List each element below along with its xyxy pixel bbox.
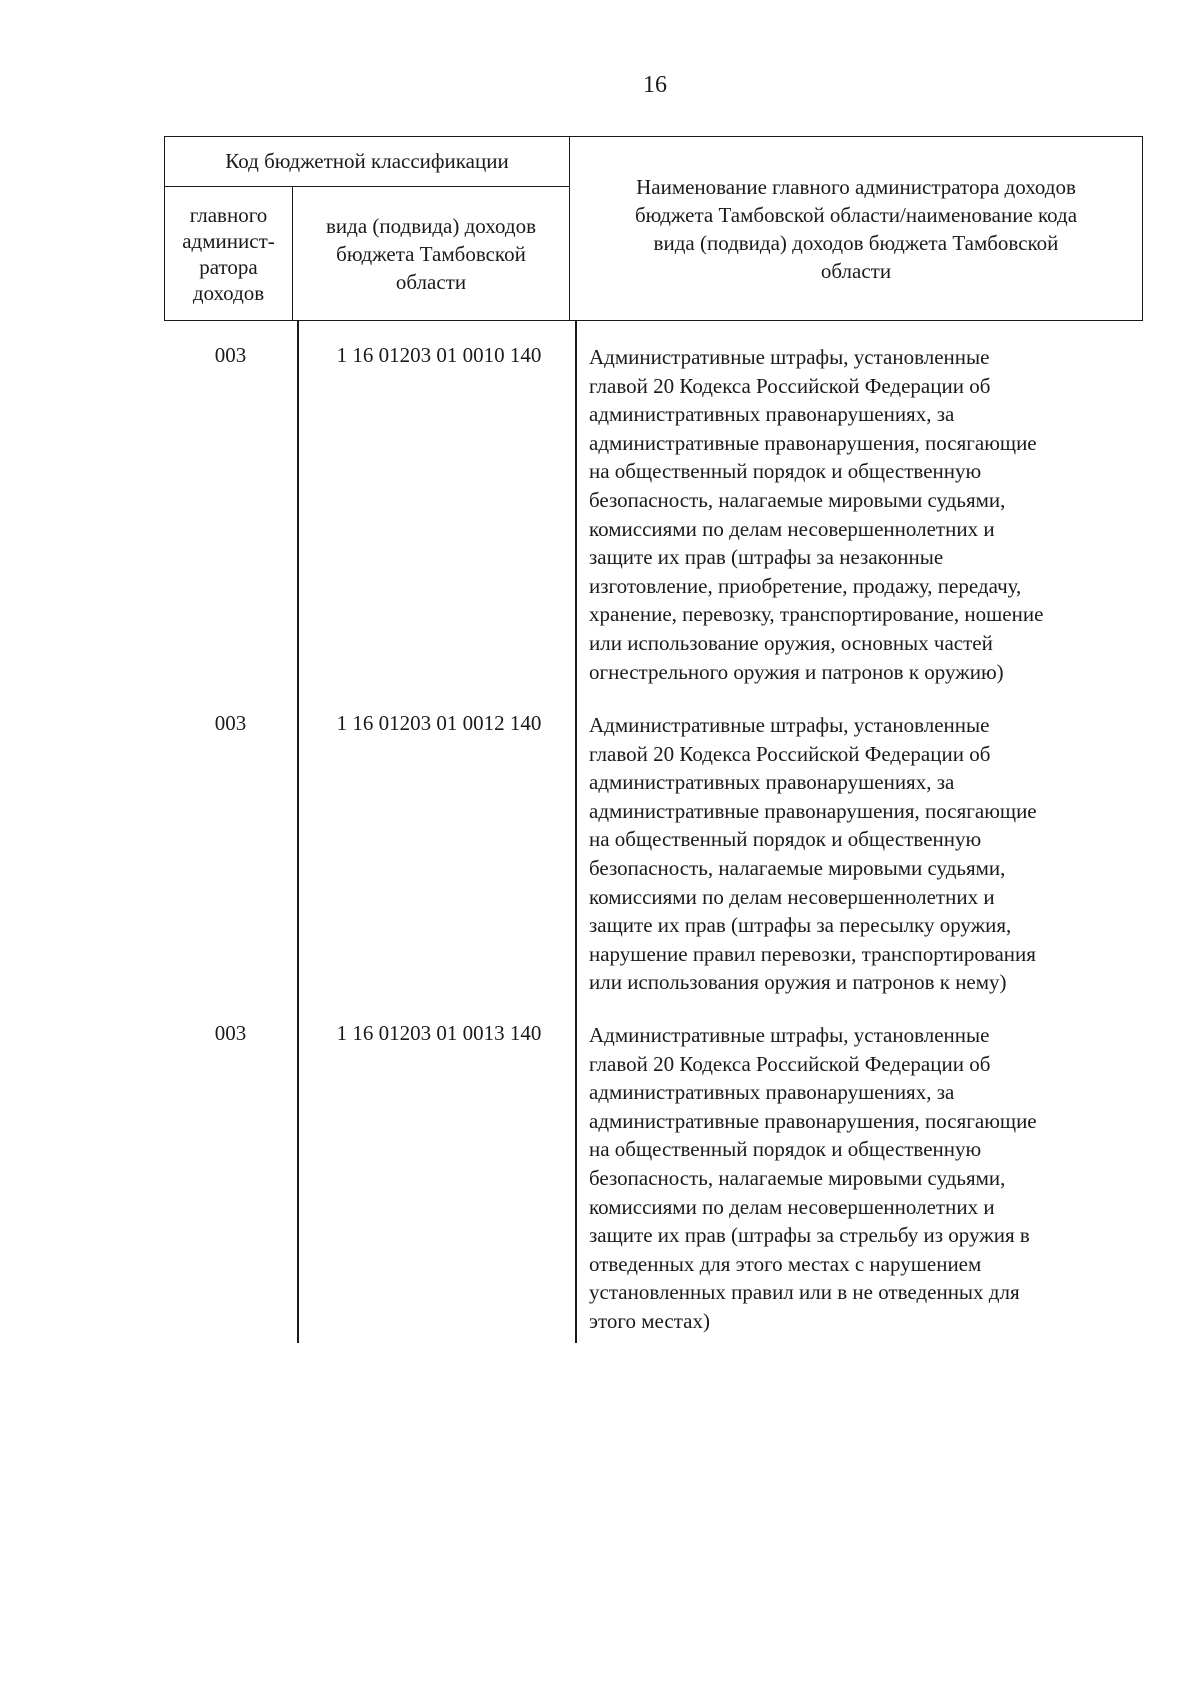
name-line: нарушение правил перевозки, транспортирования	[589, 941, 1036, 966]
header-code-line: области	[395, 269, 467, 294]
name-line: безопасность, налагаемые мировыми судьями,	[589, 855, 1006, 880]
name-line: главой 20 Кодекса Российской Федерации об	[589, 741, 991, 766]
header-income-type-text	[326, 212, 536, 296]
header-income-type	[293, 187, 570, 320]
header-budget-classification-code: Код бюджетной классификации	[165, 137, 570, 187]
name-line: комиссиями по делам несовершеннолетних и	[589, 516, 995, 541]
header-name-line: бюджета Тамбовской области/наименование кода	[634, 202, 1078, 227]
name-line: защите их прав (штрафы за пересылку оружия,	[589, 913, 1012, 938]
header-main-administrator	[165, 187, 293, 320]
header-administrator-name-text	[635, 173, 1077, 285]
income-code-cell: 1 16 01203 01 0013 140	[336, 1021, 542, 1045]
header-name-line: Наименование главного администратора доходов	[636, 174, 1076, 199]
income-name-cell	[589, 343, 1129, 686]
header-code-line: бюджета Тамбовской	[336, 241, 526, 266]
name-line: на общественный порядок и общественную	[589, 827, 982, 852]
name-line: административных правонарушениях, за	[589, 770, 955, 795]
name-line: защите их прав (штрафы за стрельбу из оружия в	[589, 1223, 1030, 1248]
header-name-line: области	[820, 258, 892, 283]
header-main-administrator-text	[182, 202, 275, 306]
name-line: или использования оружия и патронов к нему)	[589, 970, 1007, 995]
name-line: или использование оружия, основных частей	[589, 630, 993, 655]
name-line: этого местах)	[589, 1308, 710, 1333]
name-line: главой 20 Кодекса Российской Федерации об	[589, 373, 991, 398]
header-administrator-name	[570, 137, 1142, 320]
name-line: Административные штрафы, установленные	[589, 345, 990, 369]
name-line: безопасность, налагаемые мировыми судьями,	[589, 1165, 1006, 1190]
income-code-cell: 1 16 01203 01 0010 140	[336, 343, 542, 367]
header-admin-line: доходов	[192, 280, 265, 305]
header-admin-line: главного	[189, 202, 268, 227]
name-line: установленных правил или в не отведенных для	[589, 1280, 1020, 1305]
name-line: отведенных для этого местах с нарушением	[589, 1251, 982, 1276]
admin-code-cell: 003	[214, 343, 247, 367]
table-header	[164, 136, 1143, 321]
name-line: административные правонарушения, посягающие	[589, 798, 1037, 823]
name-line: огнестрельного оружия и патронов к оружию)	[589, 659, 1004, 684]
column-divider	[575, 321, 577, 1343]
name-line: комиссиями по делам несовершеннолетних и	[589, 884, 995, 909]
page-number: 16	[643, 72, 667, 98]
header-name-line: вида (подвида) доходов бюджета Тамбовской	[653, 230, 1059, 255]
name-line: изготовление, приобретение, продажу, передачу,	[589, 573, 1022, 598]
name-line: административные правонарушения, посягающие	[589, 1108, 1037, 1133]
name-line: на общественный порядок и общественную	[589, 1137, 982, 1162]
name-line: Административные штрафы, установленные	[589, 713, 990, 737]
name-line: административных правонарушениях, за	[589, 1080, 955, 1105]
income-code-cell: 1 16 01203 01 0012 140	[336, 711, 542, 735]
admin-code-cell: 003	[214, 1021, 247, 1045]
name-line: административные правонарушения, посягающие	[589, 430, 1037, 455]
admin-code-cell: 003	[214, 711, 247, 735]
name-line: Административные штрафы, установленные	[589, 1023, 990, 1047]
income-name-cell	[589, 711, 1129, 997]
income-name-cell	[589, 1021, 1129, 1336]
header-code-line: вида (подвида) доходов	[326, 213, 536, 238]
name-line: комиссиями по делам несовершеннолетних и	[589, 1194, 995, 1219]
name-line: главой 20 Кодекса Российской Федерации об	[589, 1051, 991, 1076]
name-line: хранение, перевозку, транспортирование, ношение	[589, 602, 1044, 627]
name-line: защите их прав (штрафы за незаконные	[589, 545, 944, 570]
column-divider	[297, 321, 299, 1343]
header-admin-line: админист-	[182, 228, 275, 253]
name-line: безопасность, налагаемые мировыми судьями,	[589, 487, 1006, 512]
name-line: на общественный порядок и общественную	[589, 459, 982, 484]
header-admin-line: ратора	[199, 254, 258, 279]
name-line: административных правонарушениях, за	[589, 402, 955, 427]
